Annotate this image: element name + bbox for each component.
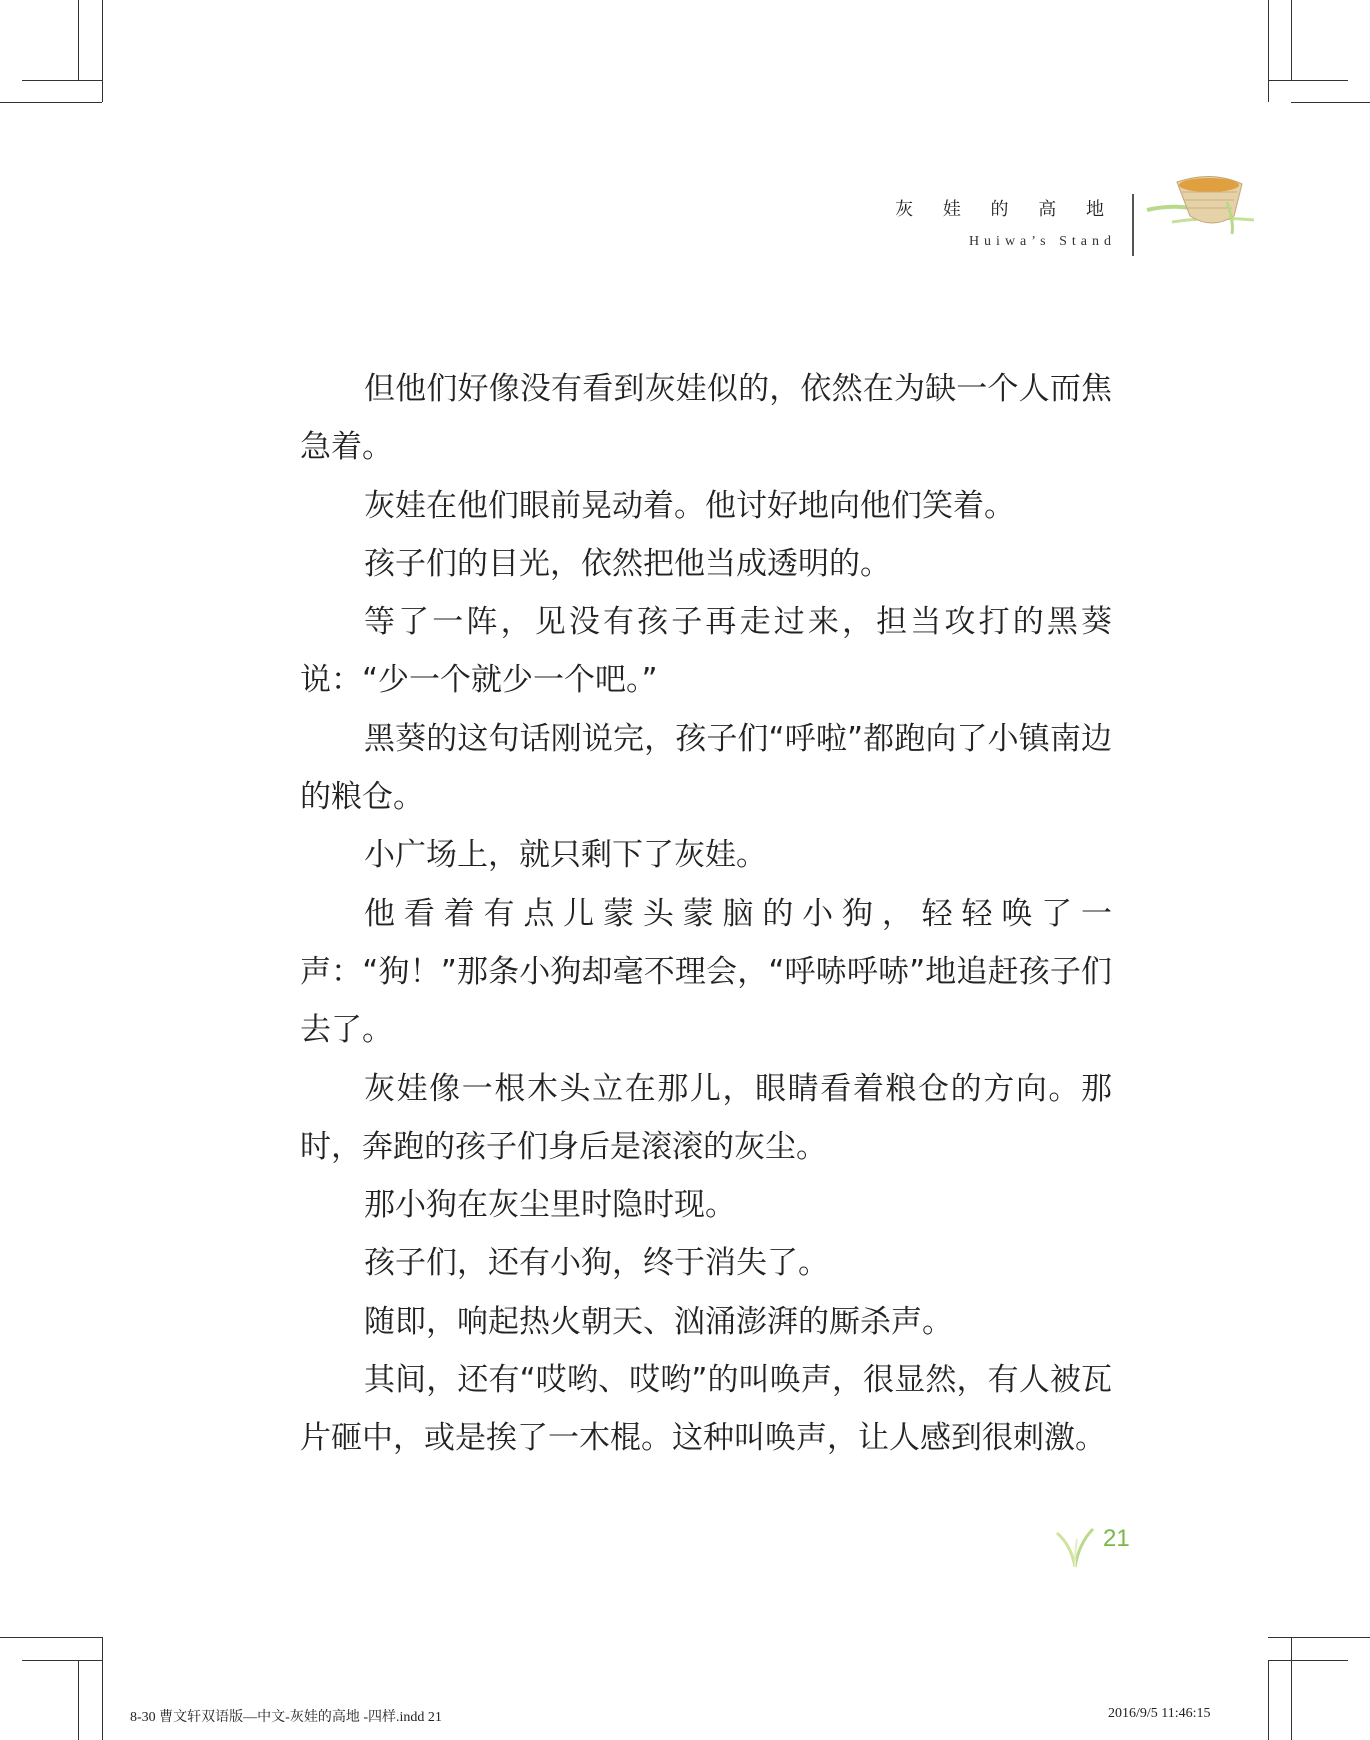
crop-mark bbox=[1268, 0, 1269, 102]
footer-timestamp: 2016/9/5 11:46:15 bbox=[1108, 1706, 1211, 1721]
paragraph: 小广场上，就只剩下了灰娃。 bbox=[364, 837, 767, 874]
body-text bbox=[300, 360, 1112, 1468]
running-header-title: 灰 娃 的 高 地 bbox=[895, 199, 1116, 220]
crop-mark bbox=[1291, 1637, 1292, 1740]
page-number: 21 bbox=[1103, 1525, 1130, 1552]
crop-mark bbox=[0, 1637, 102, 1638]
footer-filename: 8-30 曹文轩双语版—中文-灰娃的高地 -四样.indd 21 bbox=[130, 1710, 442, 1725]
grass-icon bbox=[1053, 1525, 1101, 1569]
crop-mark bbox=[1268, 1660, 1269, 1740]
paragraph: 那小狗在灰尘里时隐时现。 bbox=[364, 1187, 736, 1224]
crop-mark bbox=[1291, 102, 1370, 103]
basket-illustration-icon bbox=[1142, 172, 1262, 242]
paragraph: 等了一阵，见没有孩子再走过来，担当攻打的黑葵说：“少一个就少一个吧。” bbox=[300, 604, 1112, 699]
crop-mark bbox=[0, 102, 102, 103]
paragraph: 黑葵的这句话刚说完，孩子们“呼啦”都跑向了小镇南边的粮仓。 bbox=[300, 720, 1112, 816]
paragraph: 其间，还有“哎哟、哎哟”的叫唤声，很显然，有人被瓦片砸中，或是挨了一木棍。这种叫唤声，让人感到很刺激。 bbox=[300, 1362, 1112, 1457]
crop-mark bbox=[102, 0, 103, 102]
crop-mark bbox=[22, 1660, 102, 1661]
paragraph: 他看着有点儿蒙头蒙脑的小狗，轻轻唤了一声：“狗！”那条小狗却毫不理会，“呼哧呼哧”地追赶孩子们去了。 bbox=[300, 895, 1112, 1049]
crop-mark bbox=[22, 80, 102, 81]
paragraph: 孩子们的目光，依然把他当成透明的。 bbox=[364, 545, 891, 582]
crop-mark bbox=[1291, 0, 1292, 80]
running-header-subtitle: Huiwa’s Stand bbox=[968, 234, 1116, 249]
crop-mark bbox=[1268, 80, 1348, 81]
paragraph: 随即，响起热火朝天、汹涌澎湃的厮杀声。 bbox=[364, 1303, 953, 1340]
paragraph: 灰娃在他们眼前晃动着。他讨好地向他们笑着。 bbox=[364, 487, 1015, 524]
crop-mark bbox=[78, 1660, 79, 1740]
crop-mark bbox=[102, 1637, 103, 1740]
crop-mark bbox=[1268, 1660, 1348, 1661]
crop-mark bbox=[78, 0, 79, 80]
header-divider bbox=[1132, 194, 1134, 256]
paragraph: 孩子们，还有小狗，终于消失了。 bbox=[364, 1245, 829, 1282]
paragraph: 但他们好像没有看到灰娃似的，依然在为缺一个人而焦急着。 bbox=[300, 371, 1112, 466]
crop-mark bbox=[1268, 1637, 1370, 1638]
paragraph: 灰娃像一根木头立在那儿，眼睛看着粮仓的方向。那时，奔跑的孩子们身后是滚滚的灰尘。 bbox=[300, 1070, 1112, 1165]
